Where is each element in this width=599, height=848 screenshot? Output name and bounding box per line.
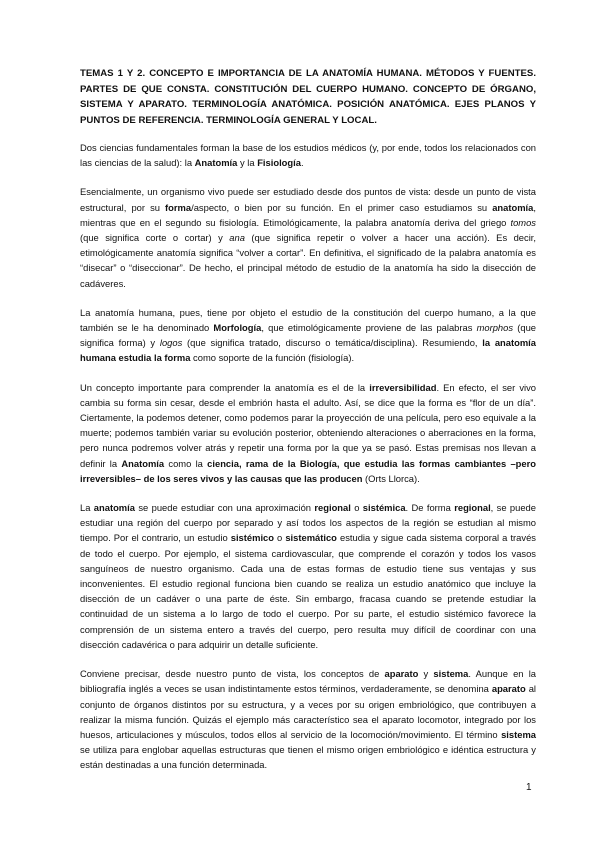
document-body bbox=[80, 66, 536, 787]
text: (que significa tratado, discurso o temática/disciplina). Resumiendo, bbox=[182, 337, 483, 349]
text: y bbox=[418, 668, 434, 680]
text: , mientras que en el segundo su fisiología. Etimológicamente, la palabra anatomía deriva del griego bbox=[80, 201, 536, 228]
bold-term: la anatomía humana estudia la forma bbox=[80, 337, 536, 364]
bold-term: sistemático bbox=[285, 532, 337, 544]
bold-term: sistémica bbox=[362, 502, 406, 514]
document-heading: TEMAS 1 Y 2. CONCEPTO E IMPORTANCIA DE LA ANATOMÍA HUMANA. MÉTODOS Y FUENTES. PARTES DE QUE CONSTA. CONSTITUCIÓN DEL CUERPO HUMANO. CONCEPTO DE ÓRGANO, SISTEMA Y APARATO. TERMINOLOGÍA ANATÓMICA. POSICIÓN ANATÓMICA. EJES PLANOS Y PUNTOS DE REFERENCIA. TERMINOLOGÍA GENERAL Y LOCAL. bbox=[80, 68, 536, 126]
text: Conviene precisar, desde nuestro punto de vista, los conceptos de bbox=[80, 668, 385, 680]
bold-term: sistema bbox=[501, 728, 536, 740]
text: La anatomía humana, pues, tiene por objeto el estudio de la constitución del cuerpo humano, a la que también se le ha denominado bbox=[80, 306, 536, 334]
bold-term: Anatomía bbox=[194, 157, 238, 169]
bold-term: anatomía bbox=[492, 201, 534, 213]
text: se utiliza para englobar aquellas estructuras que tienen el mismo origen embriológico e idéntica estructura y están destinadas a una función determinada. bbox=[80, 744, 536, 771]
bold-term: anatomía bbox=[93, 502, 135, 514]
text: (que significa repetir o volver a hacer una acción). Es decir, etimológicamente anatomía significa “volver a cortar”. En definitiva, el significado de la palabra anatomía es “disecar” o “diseccionar”. De hecho, el principal método de estudio de la anatomía ha sido la disección de cadáveres. bbox=[80, 232, 537, 289]
italic-term: tomos bbox=[510, 216, 536, 228]
paragraph-2 bbox=[80, 184, 536, 290]
text: se puede estudiar con una aproximación bbox=[134, 502, 315, 514]
bold-definition: ciencia, rama de la Biología, que estudia las formas cambiantes –pero irreversibles– de los seres vivos y las causas que las producen bbox=[80, 457, 536, 484]
text: al conjunto de órganos distintos por su estructura, y a veces por su origen embriológico, que contribuyen a realizar la misma función. Quizás el ejemplo más característico sea el aparato locomotor, integrado por los huesos, articulaciones y músculos, todos ellos al servicio de la locomoción/movimiento. El término bbox=[80, 683, 536, 740]
text: . En efecto, el ser vivo cambia su forma sin cesar, desde el embrión hasta el adulto. Así, se dice que la forma es “flor de un día”. Ciertamente, la podemos detener, como podemos parar la proyección de una película, pero eso equivale a la muerte; podemos también variar su evolución posterior, obteniendo alteraciones o aberraciones en la forma, pero nunca podremos volver atrás y repetir una forma por la que ya se pasó. Estas premisas nos llevan a definir la bbox=[80, 381, 537, 469]
italic-term: ana bbox=[229, 232, 245, 244]
text: estudia y sigue cada sistema corporal a través de todo el cuerpo. Por ejemplo, el sistema cardiovascular, que comprende el corazón y todos los vasos sanguíneos de nuestro organismo. Cada una de estas formas de estudio tiene sus ventajas y sus inconvenientes. El estudio regional funciona bien cuando se realiza un estudio anatómico que incluye la disección de un cadáver o una parte de éste. Sin embargo, fracasa cuando se pretende estudiar la continuidad de un sistema a lo largo de todo el cuerpo. Por su parte, el estudio sistémico favorece la comprensión de un sistema entero a través del cuerpo, pero resulta muy difícil de coordinar con una disección cadavérica o para adquirir un detalle suficiente. bbox=[80, 532, 536, 650]
bold-term: sistema bbox=[433, 668, 469, 680]
bold-term: aparato bbox=[491, 683, 526, 695]
text: o bbox=[273, 532, 286, 544]
bold-term: Morfología bbox=[213, 322, 262, 334]
text: /aspecto, o bien por su función. En el primer caso estudiamos su bbox=[191, 201, 493, 213]
paragraph-1 bbox=[80, 140, 536, 170]
bold-term: forma bbox=[165, 201, 192, 213]
text: (Orts Llorca). bbox=[362, 472, 420, 484]
text: como la bbox=[164, 457, 208, 469]
paragraph-4 bbox=[80, 380, 536, 486]
text: Un concepto importante para comprender la anatomía es el de la bbox=[80, 381, 370, 393]
paragraph-5 bbox=[80, 500, 536, 652]
text: (que significa forma) y bbox=[80, 322, 536, 349]
text: y la bbox=[237, 157, 258, 169]
text: como soporte de la función (fisiología). bbox=[190, 352, 355, 364]
paragraph-3 bbox=[80, 305, 536, 366]
bold-term: irreversibilidad bbox=[369, 381, 437, 393]
bold-term: Anatomía bbox=[121, 457, 165, 469]
bold-term: regional bbox=[314, 502, 351, 514]
text: Dos ciencias fundamentales forman la base de los estudios médicos (y, por ende, todos los relacionados con las ciencias de la salud): la bbox=[80, 142, 536, 169]
bold-term: regional bbox=[454, 502, 491, 514]
text: (que significa corte o cortar) y bbox=[80, 232, 230, 244]
bold-term: Fisiología bbox=[257, 157, 301, 169]
bold-term: sistémico bbox=[230, 532, 274, 544]
text: . bbox=[300, 157, 304, 169]
bold-term: aparato bbox=[384, 668, 419, 680]
text: Esencialmente, un organismo vivo puede ser estudiado desde dos puntos de vista: desde un punto de vista estructural, por su bbox=[80, 186, 536, 213]
text: , se puede estudiar una región del cuerpo por separado y así todos los aspectos de la región se estudian al mismo tiempo. Por el contrario, un estudio bbox=[80, 502, 536, 544]
text: , que etimológicamente proviene de las palabras bbox=[261, 322, 477, 334]
text: o bbox=[350, 502, 363, 514]
text: . Aunque en la bibliografía inglés a veces se usan indistintamente estos términos, verdaderamente, se denomina bbox=[80, 668, 536, 695]
paragraph-6 bbox=[80, 666, 536, 772]
page-number: 1 bbox=[526, 782, 532, 793]
italic-term: morphos bbox=[476, 322, 514, 334]
italic-term: logos bbox=[159, 337, 183, 349]
text: La bbox=[80, 502, 94, 514]
text: . De forma bbox=[405, 502, 455, 514]
